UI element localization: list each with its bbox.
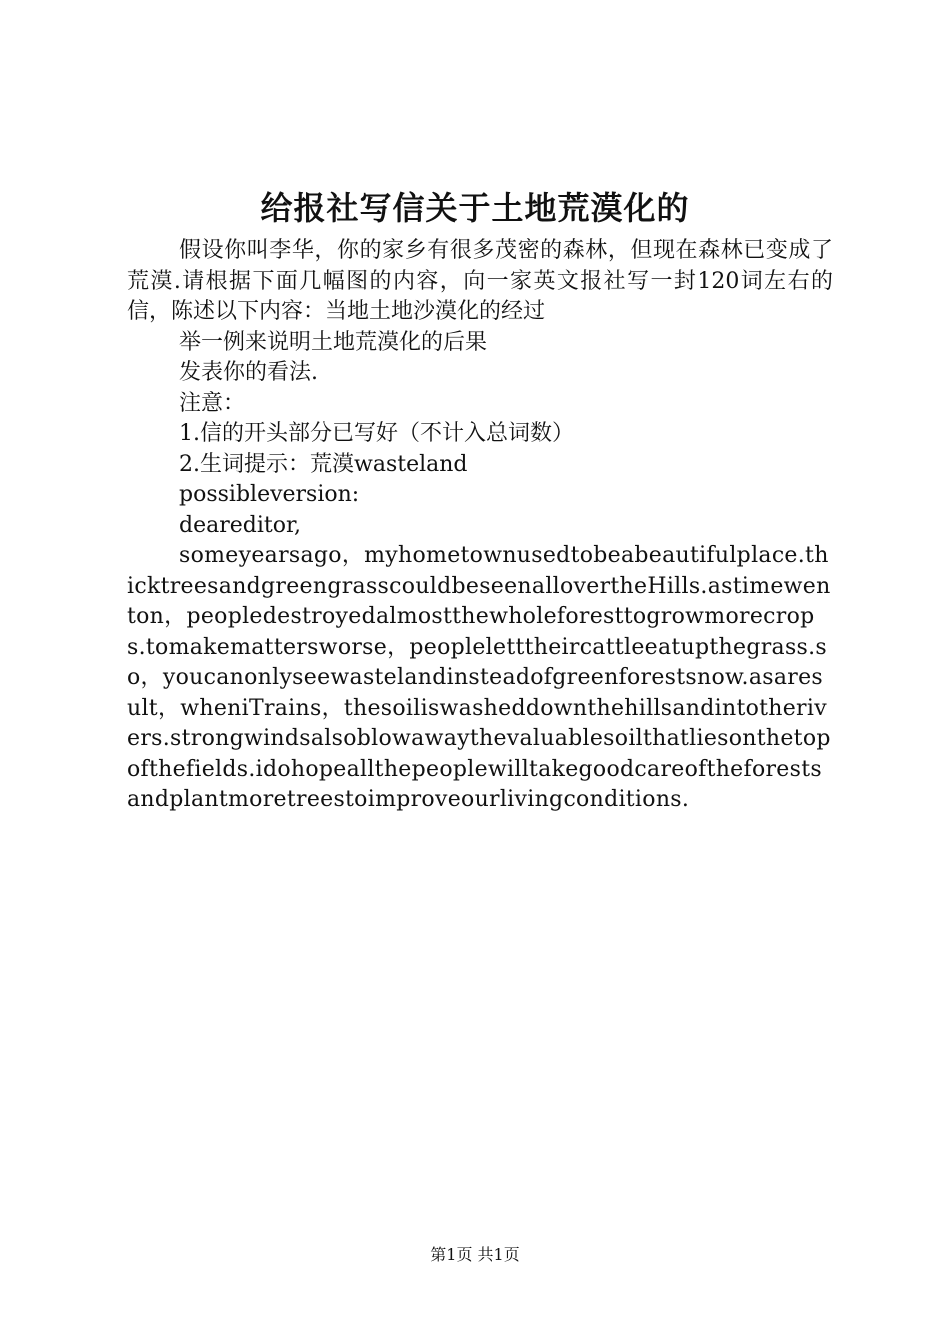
requirement-line-1: 举一例来说明土地荒漠化的后果: [179, 329, 488, 355]
possible-version-label: possibleversion:: [179, 482, 360, 507]
document-title: 给报社写信关于土地荒漠化的: [260, 189, 690, 227]
requirement-line-2: 发表你的看法.: [179, 360, 318, 385]
letter-body: someyearsago，myhometownusedtobeabeautifulplace.thicktreesandgreengrasscouldbeseenallovertheHills.astimewenton，peopledestroyedalmostthewholeforesttogrowmorecrops.tomakemattersworse，peopleletttheircattleeatupthegrass.so，youcanonlyseewastelandinsteadofgreenforestsnow.asaresult，wheniTrains，thesoiliswasheddownthehillsandintotherivers.strongwindsalsoblowawaythevaluablesoilthatliesonthetopofthefields.idohopeallthepeoplewilltakegoodcareoftheforestsandplantmoretreestoimproveourlivingconditions.: [127, 543, 831, 812]
note-item-1: 1.信的开头部分已写好（不计入总词数）: [179, 421, 574, 446]
document-body: [127, 236, 833, 816]
page-footer: 第1页 共1页: [430, 1245, 520, 1264]
letter-salutation: deareditor,: [179, 512, 302, 538]
note-heading: 注意：: [179, 390, 246, 416]
note-item-2: 2.生词提示：荒漠wasteland: [179, 451, 468, 477]
intro-paragraph: 假设你叫李华，你的家乡有很多茂密的森林，但现在森林已变成了荒漠.请根据下面几幅图的内容，向一家英文报社写一封120词左右的信，陈述以下内容：当地土地沙漠化的经过: [127, 238, 833, 324]
